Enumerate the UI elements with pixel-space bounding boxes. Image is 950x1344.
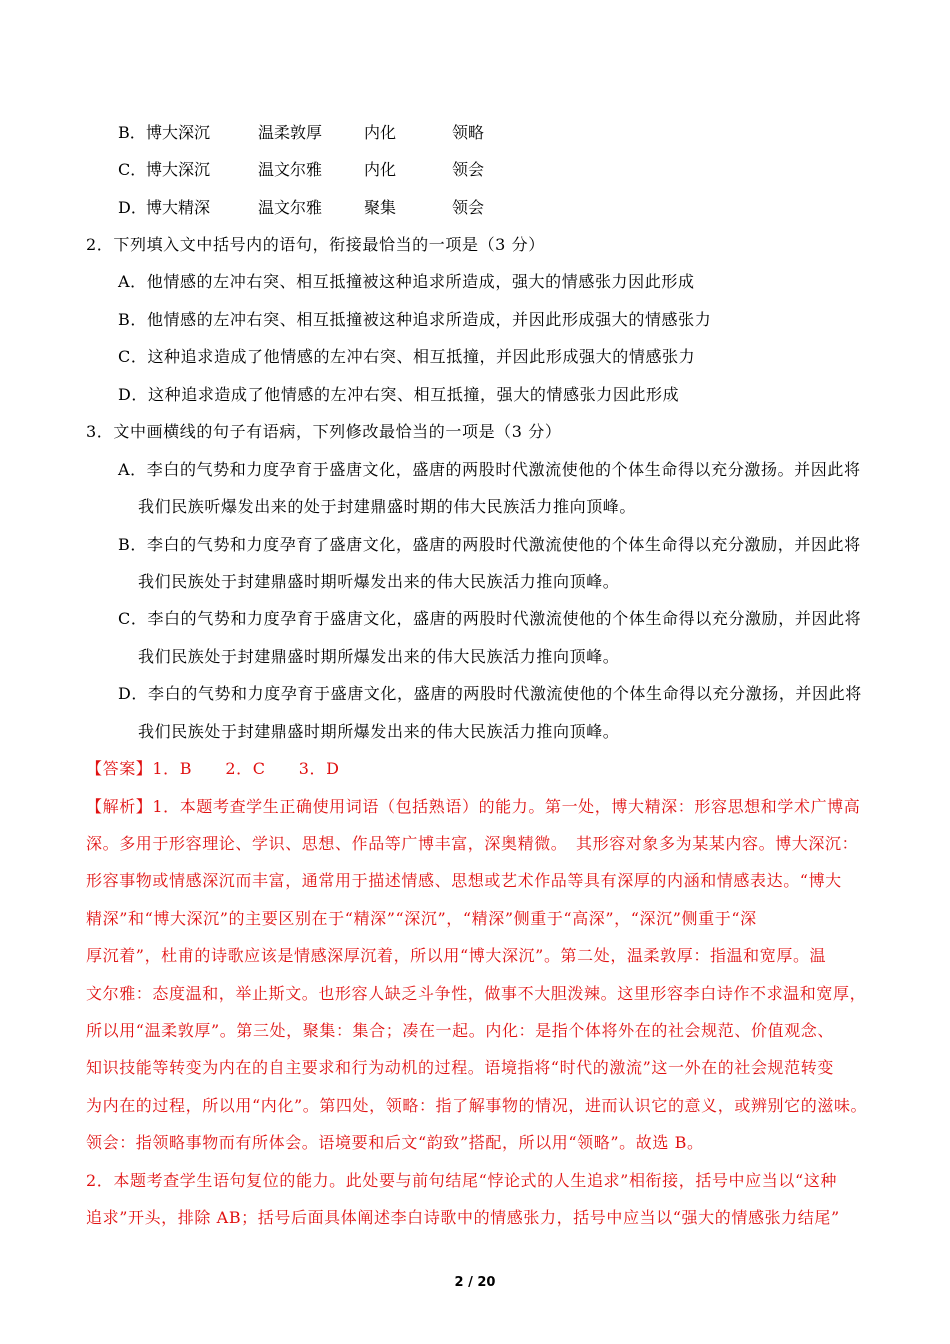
question-3-option-c-line-1: C．李白的气势和力度孕育于盛唐文化，盛唐的两股时代激流使他的个体生命得以充分激励，并因此将 <box>118 609 862 628</box>
option-word-4: 领会 <box>452 160 485 179</box>
analysis-line: 文尔雅：态度温和，举止斯文。也形容人缺乏斗争性，做事不大胆泼辣。这里形容李白诗作不求温和宽厚， <box>86 984 867 1003</box>
option-word-1: 博大深沉 <box>146 123 211 142</box>
question-3-option-a-line-1: A．李白的气势和力度孕育于盛唐文化，盛唐的两股时代激流使他的个体生命得以充分激扬。并因此将 <box>118 460 861 479</box>
option-word-4: 领会 <box>452 198 485 217</box>
option-word-2: 温文尔雅 <box>258 198 323 217</box>
option-word-1: 博大精深 <box>146 198 211 217</box>
analysis-line: 领会：指领略事物而有所体会。语境要和后文“韵致”搭配，所以用“领略”。故选 B。 <box>86 1133 704 1152</box>
question-3-stem: 3．文中画横线的句子有语病，下列修改最恰当的一项是（3 分） <box>86 422 562 441</box>
question-3-option-d-line-2: 我们民族处于封建鼎盛时期所爆发出来的伟大民族活力推向顶峰。 <box>138 722 620 741</box>
analysis-line: 所以用“温柔敦厚”。第三处，聚集：集合；凑在一起。内化：是指个体将外在的社会规范、价值观念、 <box>86 1021 834 1040</box>
option-word-2: 温柔敦厚 <box>258 123 323 142</box>
analysis-line: 为内在的过程，所以用“内化”。第四处，领略：指了解事物的情况，进而认识它的意义，或辨别它的滋味。 <box>86 1096 868 1115</box>
option-word-3: 聚集 <box>364 198 397 217</box>
option-word-4: 领略 <box>452 123 485 142</box>
option-letter: C． <box>118 160 147 179</box>
analysis-line: 深。多用于形容理论、学识、思想、作品等广博丰富，深奥精微。 其形容对象多为某某内容。博大深沉： <box>86 834 859 853</box>
page-number: 2 / 20 <box>454 1275 496 1290</box>
question-3-option-c-line-2: 我们民族处于封建鼎盛时期所爆发出来的伟大民族活力推向顶峰。 <box>138 647 620 666</box>
question-2-option-a: A．他情感的左冲右突、相互抵撞被这种追求所造成，强大的情感张力因此形成 <box>118 272 695 291</box>
option-letter: B． <box>118 123 146 142</box>
analysis-line: 知识技能等转变为内在的自主要求和行为动机的过程。语境指将“时代的激流”这一外在的社会规范转变 <box>86 1058 834 1077</box>
question-3-option-d-line-1: D．李白的气势和力度孕育于盛唐文化，盛唐的两股时代激流使他的个体生命得以充分激扬，并因此将 <box>118 684 862 703</box>
question-3-option-b-line-2: 我们民族处于封建鼎盛时期听爆发出来的伟大民族活力推向顶峰。 <box>138 572 620 591</box>
option-word-2: 温文尔雅 <box>258 160 323 179</box>
answer-line: 【答案】1．B 2．C 3．D <box>86 759 340 778</box>
analysis-line: 精深”和“博大深沉”的主要区别在于“精深”“深沉”，“精深”侧重于“高深”，“深沉”侧重于“深 <box>86 909 757 928</box>
question-3-option-b-line-1: B．李白的气势和力度孕育了盛唐文化，盛唐的两股时代激流使他的个体生命得以充分激励，并因此将 <box>118 535 861 554</box>
analysis-line: 追求”开头，排除 AB；括号后面具体阐述李白诗歌中的情感张力，括号中应当以“强大的情感张力结尾” <box>86 1208 840 1227</box>
analysis-line: 2．本题考查学生语句复位的能力。此处要与前句结尾“悖论式的人生追求”相衔接，括号中应当以“这种 <box>86 1171 837 1190</box>
option-word-3: 内化 <box>364 123 397 142</box>
analysis-line: 【解析】1．本题考查学生正确使用词语（包括熟语）的能力。第一处，博大精深：形容思想和学术广博高 <box>86 797 861 816</box>
analysis-line: 形容事物或情感深沉而丰富，通常用于描述情感、思想或艺术作品等具有深厚的内涵和情感表达。“博大 <box>86 871 842 890</box>
question-2-option-c: C．这种追求造成了他情感的左冲右突、相互抵撞，并因此形成强大的情感张力 <box>118 347 696 366</box>
question-2-stem: 2．下列填入文中括号内的语句，衔接最恰当的一项是（3 分） <box>86 235 545 254</box>
question-3-option-a-line-2: 我们民族听爆发出来的处于封建鼎盛时期的伟大民族活力推向顶峰。 <box>138 497 637 516</box>
option-letter: D． <box>118 198 147 217</box>
option-word-1: 博大深沉 <box>146 160 211 179</box>
analysis-line: 厚沉着”，杜甫的诗歌应该是情感深厚沉着，所以用“博大深沉”。第二处，温柔敦厚：指温和宽厚。温 <box>86 946 827 965</box>
option-word-3: 内化 <box>364 160 397 179</box>
question-2-option-b: B．他情感的左冲右突、相互抵撞被这种追求所造成，并因此形成强大的情感张力 <box>118 310 712 329</box>
question-2-option-d: D．这种追求造成了他情感的左冲右突、相互抵撞，强大的情感张力因此形成 <box>118 385 680 404</box>
